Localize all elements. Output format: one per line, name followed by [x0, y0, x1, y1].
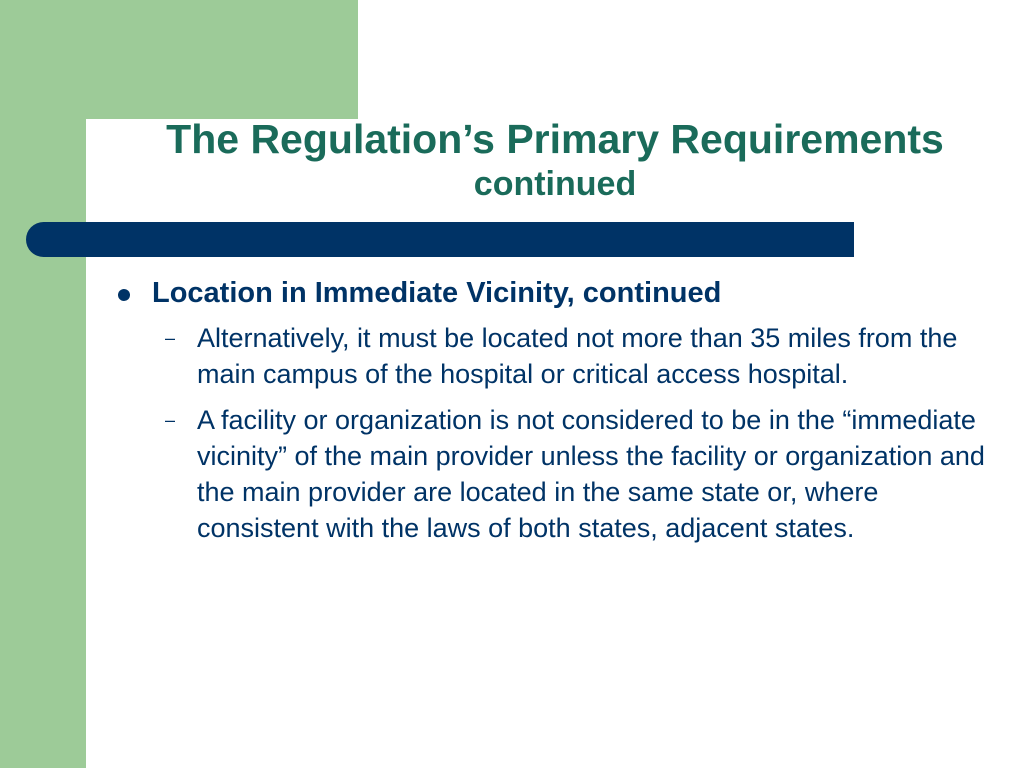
dash-marker: –	[165, 410, 176, 430]
decorative-green-block	[0, 0, 358, 119]
title-divider-bar	[26, 222, 854, 257]
bullet-text: Location in Immediate Vicinity, continued	[152, 277, 722, 309]
sub-bullet-item	[165, 320, 990, 392]
bullet-dot-icon	[118, 289, 130, 301]
sub-bullet-text: A facility or organization is not considered to be in the “immediate vicinity” of the main provider unless the facility or organization and the main provider are located in the same state or, where consistent with the laws of both states, adjacent states.	[197, 405, 985, 543]
sub-bullet-item	[165, 402, 990, 546]
sub-bullet-text: Alternatively, it must be located not more than 35 miles from the main campus of the hospital or critical access hospital.	[197, 323, 958, 389]
slide-title-area	[86, 114, 1024, 204]
slide-subtitle: continued	[473, 165, 637, 203]
dash-marker: –	[165, 328, 176, 348]
bullet-item	[110, 276, 990, 310]
slide-title: The Regulation’s Primary Requirements	[166, 116, 944, 162]
slide-content	[110, 276, 990, 546]
